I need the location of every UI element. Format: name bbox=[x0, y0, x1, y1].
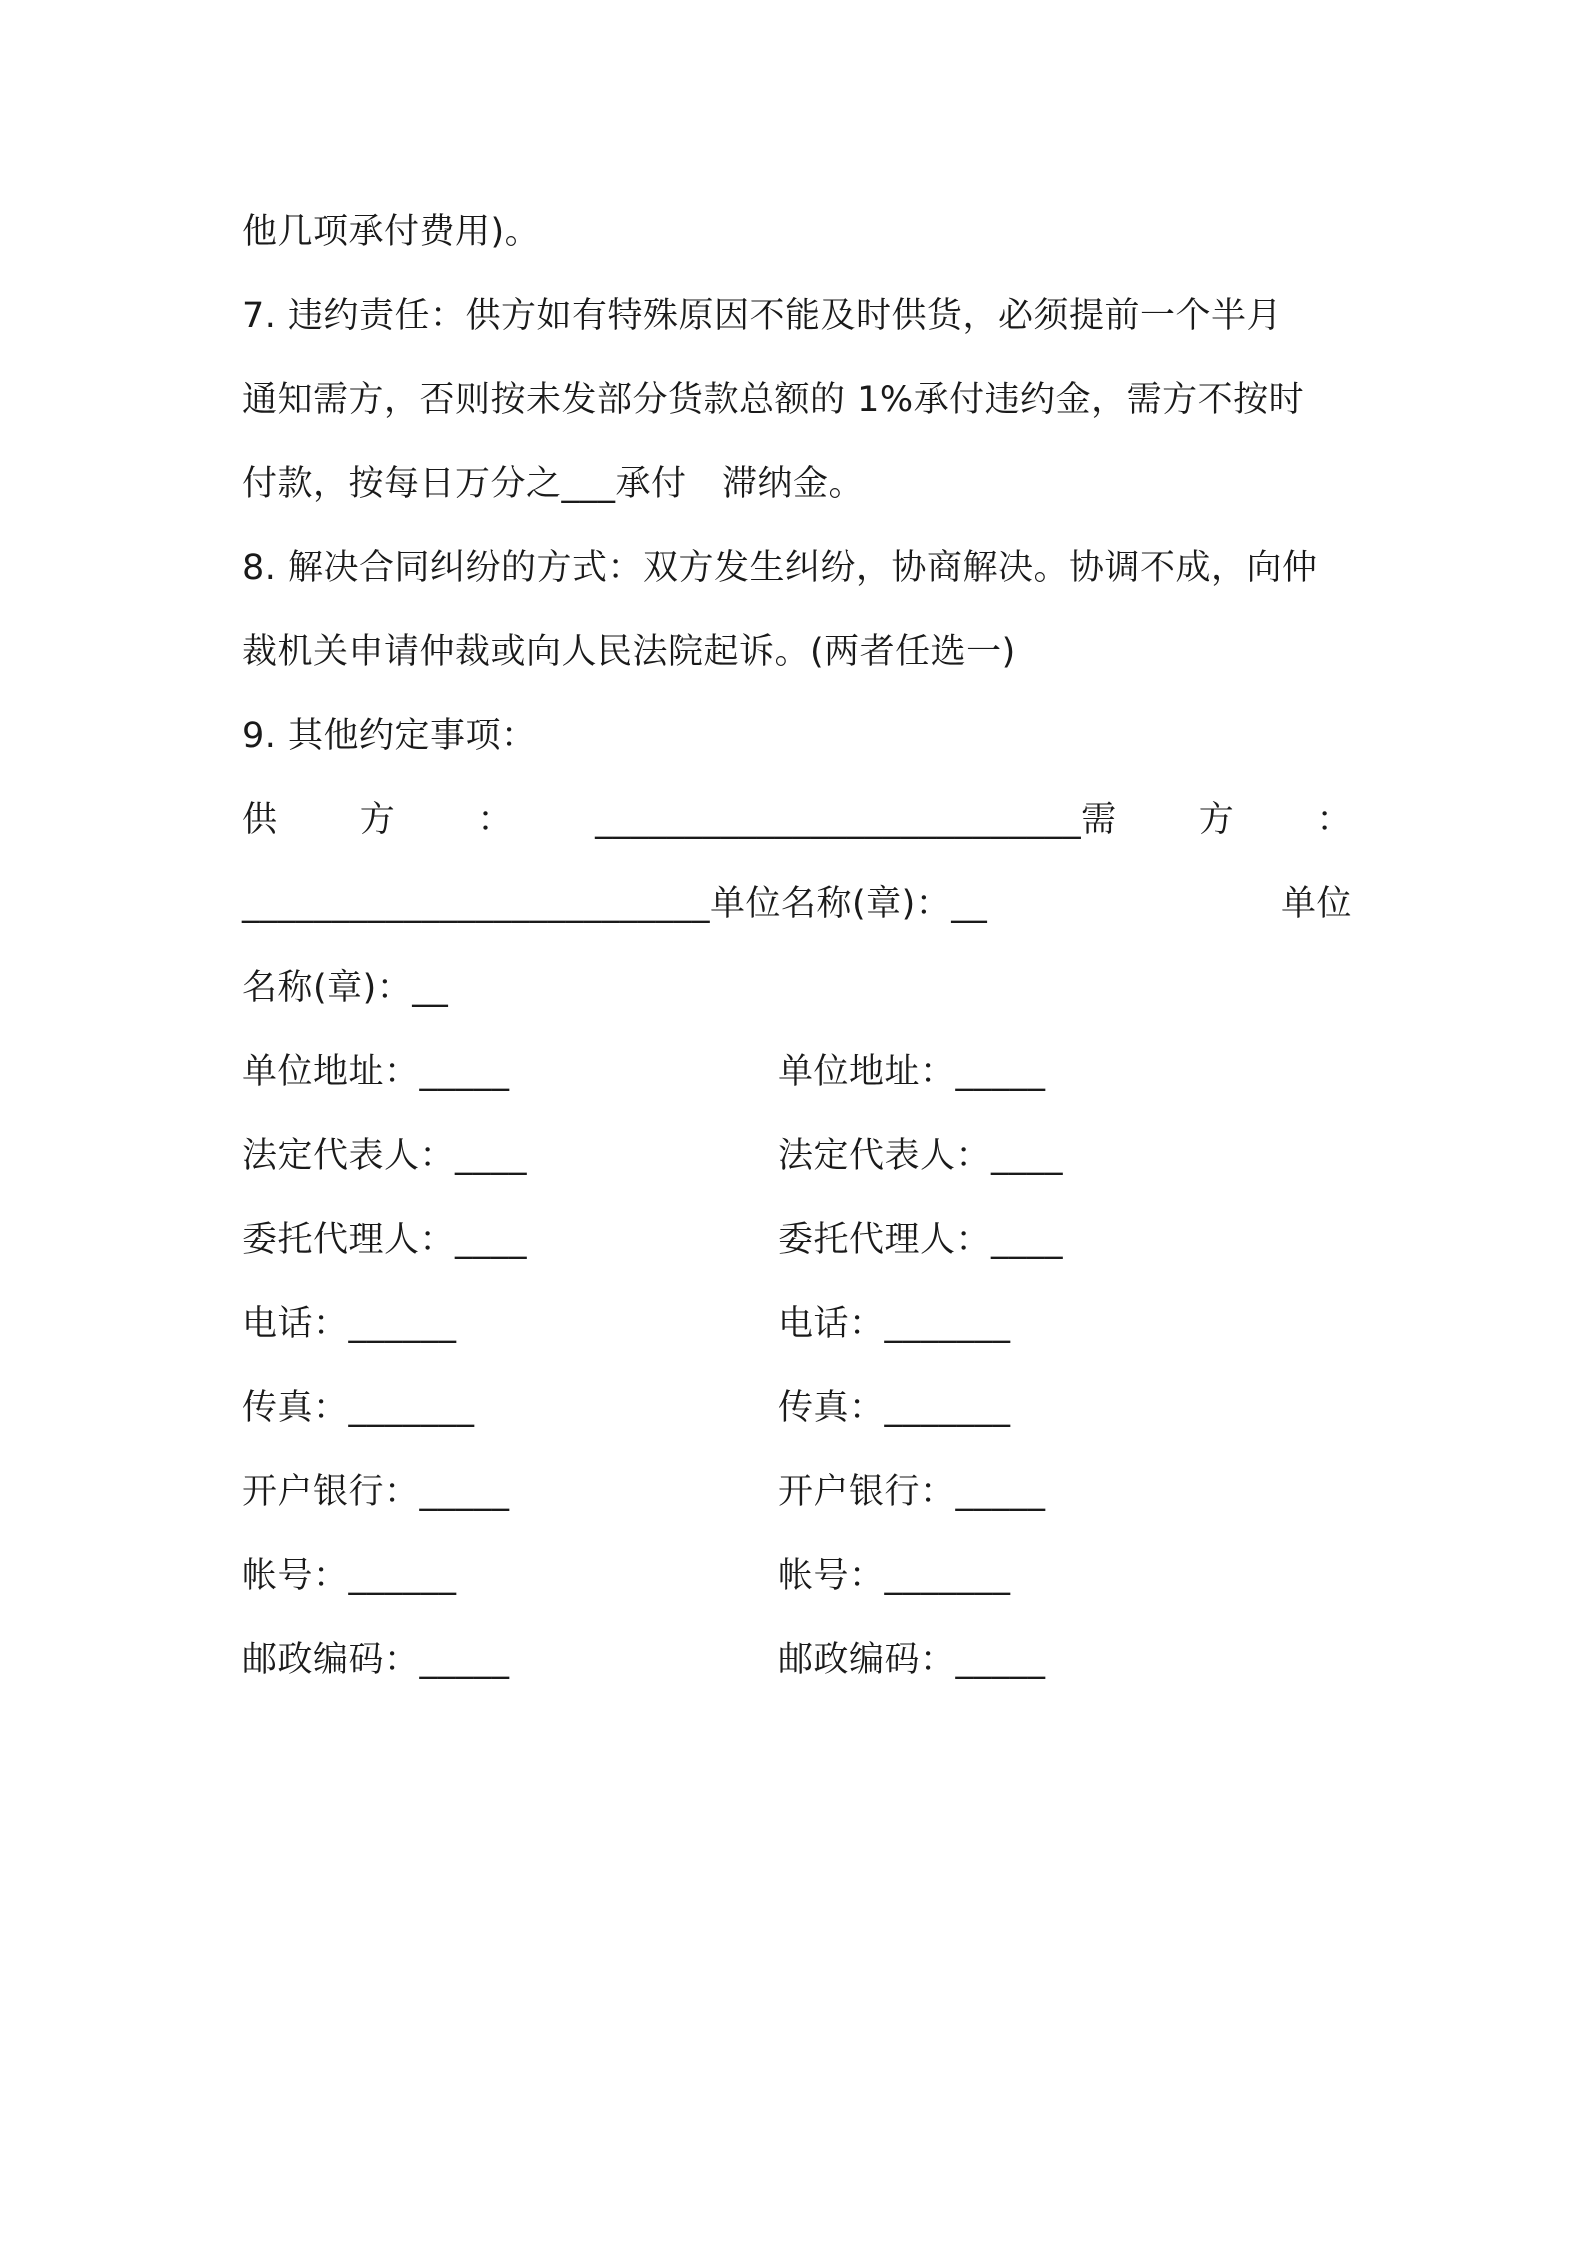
parties-name-line bbox=[242, 862, 1352, 946]
parties-header-line bbox=[242, 778, 1352, 862]
clause-6-tail: 他几项承付费用)。 bbox=[242, 212, 541, 252]
signature-row-address bbox=[242, 1030, 1352, 1114]
clause-8-line-1: 8. 解决合同纠纷的方式：双方发生纠纷，协商解决。协调不成，向仲 bbox=[242, 548, 1318, 588]
supplier-address: 单位地址：_____ bbox=[242, 1052, 510, 1092]
buyer-blank-and-supplier-unit-name: __________________________单位名称(章)：__ bbox=[242, 884, 988, 924]
supplier-agent: 委托代理人：____ bbox=[242, 1220, 528, 1260]
clause-7-line-3: 付款，按每日万分之___承付 滞纳金。 bbox=[242, 464, 865, 504]
buyer-bank: 开户银行：_____ bbox=[778, 1472, 1046, 1512]
signature-row-fax bbox=[242, 1366, 1352, 1450]
supplier-bank: 开户银行：_____ bbox=[242, 1472, 510, 1512]
clause-8-line-2: 裁机关申请仲裁或向人民法院起诉。(两者任选一) bbox=[242, 632, 1016, 672]
supplier-char-2: 方 bbox=[359, 800, 396, 840]
signature-row-account bbox=[242, 1534, 1352, 1618]
buyer-agent: 委托代理人：____ bbox=[778, 1220, 1064, 1260]
buyer-legal-rep: 法定代表人：____ bbox=[778, 1136, 1064, 1176]
signature-row-bank bbox=[242, 1450, 1352, 1534]
buyer-address: 单位地址：_____ bbox=[778, 1052, 1046, 1092]
signature-row-agent bbox=[242, 1198, 1352, 1282]
clause-7-line-1: 7. 违约责任：供方如有特殊原因不能及时供货，必须提前一个半月 bbox=[242, 296, 1283, 336]
supplier-colon: ： bbox=[477, 800, 513, 840]
supplier-char-1: 供 bbox=[242, 800, 278, 840]
supplier-account: 帐号：______ bbox=[242, 1556, 457, 1596]
signature-row-legal-rep bbox=[242, 1114, 1352, 1198]
supplier-blank-and-buyer-char: ___________________________需 bbox=[595, 800, 1117, 840]
buyer-phone: 电话：_______ bbox=[778, 1304, 1011, 1344]
supplier-phone: 电话：______ bbox=[242, 1304, 457, 1344]
buyer-unit-label-start: 单位 bbox=[1280, 884, 1352, 924]
supplier-fax: 传真：_______ bbox=[242, 1388, 475, 1428]
signature-row-phone bbox=[242, 1282, 1352, 1366]
supplier-postcode: 邮政编码：_____ bbox=[242, 1640, 510, 1680]
contract-body bbox=[242, 190, 1352, 1702]
buyer-postcode: 邮政编码：_____ bbox=[778, 1640, 1046, 1680]
buyer-colon: ： bbox=[1316, 800, 1352, 840]
signature-row-postcode bbox=[242, 1618, 1352, 1702]
buyer-fax: 传真：_______ bbox=[778, 1388, 1011, 1428]
buyer-account: 帐号：_______ bbox=[778, 1556, 1011, 1596]
buyer-char-2: 方 bbox=[1198, 800, 1235, 840]
clause-9: 9. 其他约定事项： bbox=[242, 716, 537, 756]
buyer-unit-name: 名称(章)：__ bbox=[242, 968, 449, 1008]
supplier-legal-rep: 法定代表人：____ bbox=[242, 1136, 528, 1176]
clause-7-line-2: 通知需方，否则按未发部分货款总额的 1%承付违约金，需方不按时 bbox=[242, 380, 1305, 420]
